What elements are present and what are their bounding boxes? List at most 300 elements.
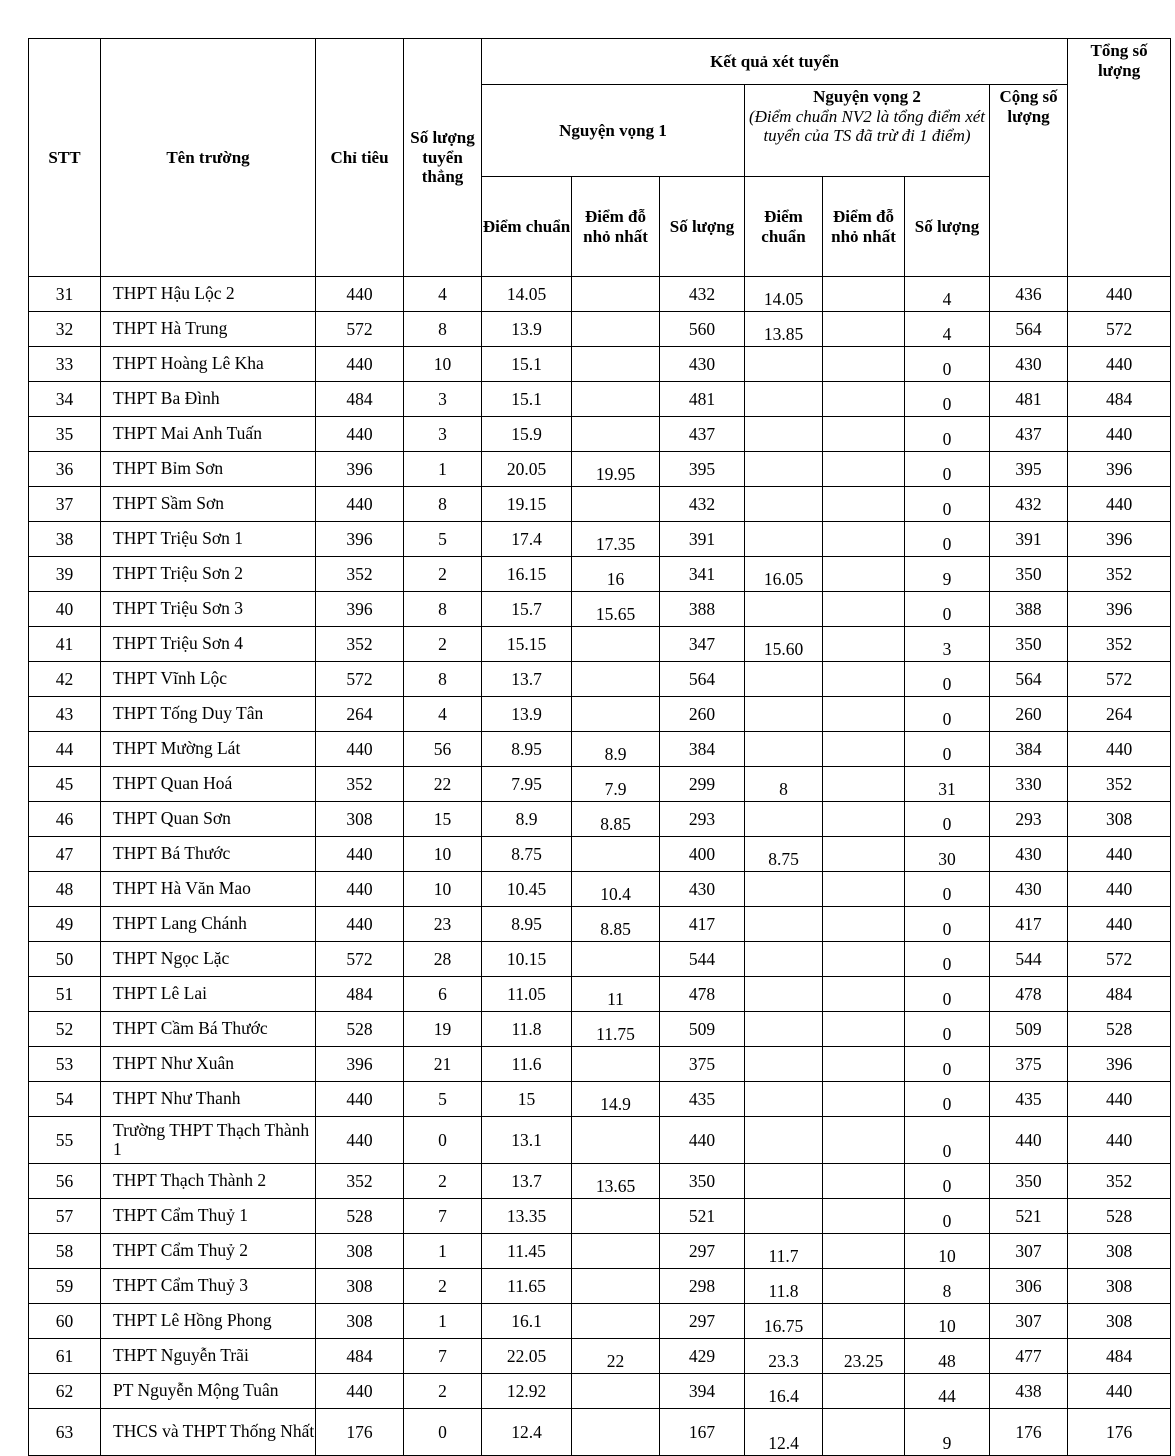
cell-nv2-diem-chuan xyxy=(745,907,823,942)
cell-chi-tieu: 308 xyxy=(316,1269,404,1304)
cell-nv2-diem-chuan: 15.60 xyxy=(745,627,823,662)
cell-nv2-diem-do-nho-nhat xyxy=(823,732,905,767)
cell-cong-so-luong: 544 xyxy=(990,942,1068,977)
cell-chi-tieu: 572 xyxy=(316,312,404,347)
cell-nv2-diem-chuan: 12.4 xyxy=(745,1409,823,1456)
cell-nv2-so-luong: 0 xyxy=(905,1082,990,1117)
cell-tuyen-thang: 0 xyxy=(404,1409,482,1456)
cell-nv2-so-luong: 0 xyxy=(905,1117,990,1164)
cell-tuyen-thang: 10 xyxy=(404,872,482,907)
table-row xyxy=(29,452,1171,487)
cell-nv2-diem-chuan xyxy=(745,347,823,382)
cell-stt: 40 xyxy=(29,592,101,627)
cell-cong-so-luong: 384 xyxy=(990,732,1068,767)
cell-school-name: THPT Mường Lát xyxy=(101,732,316,767)
cell-nv2-so-luong: 0 xyxy=(905,1012,990,1047)
cell-stt: 39 xyxy=(29,557,101,592)
cell-chi-tieu: 440 xyxy=(316,732,404,767)
table-row xyxy=(29,837,1171,872)
table-row xyxy=(29,1012,1171,1047)
header-chi-tieu: Chỉ tiêu xyxy=(316,39,404,277)
cell-nv2-so-luong: 0 xyxy=(905,977,990,1012)
cell-cong-so-luong: 350 xyxy=(990,1164,1068,1199)
header-nv2 xyxy=(745,85,990,177)
cell-tong-so-luong: 352 xyxy=(1068,1164,1171,1199)
cell-tuyen-thang: 2 xyxy=(404,627,482,662)
cell-tong-so-luong: 440 xyxy=(1068,732,1171,767)
cell-nv1-diem-chuan: 11.8 xyxy=(482,1012,572,1047)
cell-cong-so-luong: 395 xyxy=(990,452,1068,487)
cell-nv2-so-luong: 9 xyxy=(905,557,990,592)
cell-nv1-diem-do-nho-nhat xyxy=(572,1374,660,1409)
cell-nv2-diem-chuan: 11.8 xyxy=(745,1269,823,1304)
cell-tong-so-luong: 440 xyxy=(1068,837,1171,872)
cell-nv1-so-luong: 564 xyxy=(660,662,745,697)
cell-cong-so-luong: 375 xyxy=(990,1047,1068,1082)
cell-nv1-diem-do-nho-nhat: 8.85 xyxy=(572,802,660,837)
cell-tong-so-luong: 352 xyxy=(1068,557,1171,592)
header-nv1: Nguyện vọng 1 xyxy=(482,85,745,177)
cell-stt: 56 xyxy=(29,1164,101,1199)
cell-nv2-diem-do-nho-nhat xyxy=(823,1269,905,1304)
cell-nv2-so-luong: 4 xyxy=(905,277,990,312)
cell-cong-so-luong: 260 xyxy=(990,697,1068,732)
cell-nv1-diem-chuan: 19.15 xyxy=(482,487,572,522)
cell-school-name: THPT Hà Trung xyxy=(101,312,316,347)
cell-stt: 34 xyxy=(29,382,101,417)
cell-nv2-diem-do-nho-nhat xyxy=(823,557,905,592)
header-nv2-so-luong: Số lượng xyxy=(905,177,990,277)
cell-chi-tieu: 440 xyxy=(316,487,404,522)
cell-cong-so-luong: 440 xyxy=(990,1117,1068,1164)
cell-stt: 37 xyxy=(29,487,101,522)
cell-nv2-diem-do-nho-nhat xyxy=(823,1012,905,1047)
cell-chi-tieu: 440 xyxy=(316,417,404,452)
cell-tong-so-luong: 308 xyxy=(1068,802,1171,837)
cell-school-name: THPT Bá Thước xyxy=(101,837,316,872)
cell-nv2-so-luong: 4 xyxy=(905,312,990,347)
cell-nv1-diem-chuan: 15.1 xyxy=(482,347,572,382)
cell-nv1-diem-do-nho-nhat xyxy=(572,697,660,732)
cell-tong-so-luong: 396 xyxy=(1068,1047,1171,1082)
header-tong-so-luong: Tổng số lượng xyxy=(1068,39,1171,277)
cell-tuyen-thang: 6 xyxy=(404,977,482,1012)
cell-nv1-so-luong: 299 xyxy=(660,767,745,802)
cell-tong-so-luong: 572 xyxy=(1068,942,1171,977)
cell-tong-so-luong: 440 xyxy=(1068,1082,1171,1117)
cell-chi-tieu: 396 xyxy=(316,522,404,557)
cell-stt: 61 xyxy=(29,1339,101,1374)
cell-nv2-diem-chuan: 8.75 xyxy=(745,837,823,872)
table-row xyxy=(29,487,1171,522)
cell-stt: 45 xyxy=(29,767,101,802)
cell-stt: 48 xyxy=(29,872,101,907)
cell-nv1-diem-do-nho-nhat xyxy=(572,1304,660,1339)
cell-chi-tieu: 352 xyxy=(316,1164,404,1199)
cell-nv2-so-luong: 0 xyxy=(905,1199,990,1234)
cell-nv2-diem-chuan xyxy=(745,452,823,487)
cell-nv2-diem-chuan xyxy=(745,977,823,1012)
cell-stt: 63 xyxy=(29,1409,101,1456)
cell-chi-tieu: 484 xyxy=(316,1339,404,1374)
table-row xyxy=(29,732,1171,767)
header-tuyen-thang: Số lượng tuyển thẳng xyxy=(404,39,482,277)
table-row xyxy=(29,872,1171,907)
cell-nv1-diem-chuan: 14.05 xyxy=(482,277,572,312)
cell-stt: 60 xyxy=(29,1304,101,1339)
cell-nv1-so-luong: 388 xyxy=(660,592,745,627)
cell-nv2-so-luong: 0 xyxy=(905,662,990,697)
cell-nv2-diem-chuan: 14.05 xyxy=(745,277,823,312)
cell-nv1-diem-chuan: 13.7 xyxy=(482,1164,572,1199)
cell-cong-so-luong: 330 xyxy=(990,767,1068,802)
cell-tuyen-thang: 19 xyxy=(404,1012,482,1047)
cell-nv1-diem-chuan: 15.7 xyxy=(482,592,572,627)
cell-nv1-diem-do-nho-nhat: 10.4 xyxy=(572,872,660,907)
cell-school-name: THPT Triệu Sơn 3 xyxy=(101,592,316,627)
cell-school-name: THPT Lang Chánh xyxy=(101,907,316,942)
cell-nv1-diem-do-nho-nhat xyxy=(572,942,660,977)
cell-cong-so-luong: 430 xyxy=(990,347,1068,382)
cell-chi-tieu: 396 xyxy=(316,592,404,627)
cell-tuyen-thang: 4 xyxy=(404,697,482,732)
cell-nv2-diem-do-nho-nhat xyxy=(823,1409,905,1456)
cell-cong-so-luong: 176 xyxy=(990,1409,1068,1456)
cell-nv1-so-luong: 384 xyxy=(660,732,745,767)
cell-nv1-diem-do-nho-nhat xyxy=(572,1234,660,1269)
cell-stt: 50 xyxy=(29,942,101,977)
cell-nv2-so-luong: 0 xyxy=(905,522,990,557)
cell-nv1-diem-chuan: 11.65 xyxy=(482,1269,572,1304)
cell-nv2-diem-chuan: 16.05 xyxy=(745,557,823,592)
cell-nv1-so-luong: 297 xyxy=(660,1304,745,1339)
cell-school-name: THPT Ba Đình xyxy=(101,382,316,417)
cell-nv2-diem-do-nho-nhat xyxy=(823,1082,905,1117)
cell-nv1-so-luong: 297 xyxy=(660,1234,745,1269)
cell-tuyen-thang: 2 xyxy=(404,1374,482,1409)
cell-chi-tieu: 440 xyxy=(316,1374,404,1409)
table-row xyxy=(29,662,1171,697)
cell-nv1-diem-do-nho-nhat xyxy=(572,662,660,697)
cell-stt: 53 xyxy=(29,1047,101,1082)
cell-nv1-diem-chuan: 17.4 xyxy=(482,522,572,557)
cell-stt: 33 xyxy=(29,347,101,382)
cell-stt: 55 xyxy=(29,1117,101,1164)
cell-nv2-so-luong: 0 xyxy=(905,697,990,732)
cell-nv2-diem-do-nho-nhat xyxy=(823,767,905,802)
cell-nv2-diem-do-nho-nhat xyxy=(823,1199,905,1234)
cell-nv1-so-luong: 400 xyxy=(660,837,745,872)
table-row xyxy=(29,767,1171,802)
cell-tuyen-thang: 3 xyxy=(404,417,482,452)
cell-nv1-so-luong: 394 xyxy=(660,1374,745,1409)
cell-school-name: THPT Tống Duy Tân xyxy=(101,697,316,732)
cell-nv2-so-luong: 0 xyxy=(905,382,990,417)
cell-chi-tieu: 176 xyxy=(316,1409,404,1456)
cell-nv1-diem-chuan: 10.15 xyxy=(482,942,572,977)
cell-stt: 38 xyxy=(29,522,101,557)
cell-nv1-diem-do-nho-nhat xyxy=(572,1199,660,1234)
cell-school-name: THPT Cẩm Thuỷ 3 xyxy=(101,1269,316,1304)
cell-nv1-diem-do-nho-nhat xyxy=(572,837,660,872)
cell-nv1-so-luong: 391 xyxy=(660,522,745,557)
cell-tuyen-thang: 8 xyxy=(404,662,482,697)
cell-school-name: THPT Cẩm Thuỷ 1 xyxy=(101,1199,316,1234)
cell-cong-so-luong: 509 xyxy=(990,1012,1068,1047)
cell-nv1-diem-do-nho-nhat: 17.35 xyxy=(572,522,660,557)
table-row xyxy=(29,1117,1171,1164)
table-row xyxy=(29,312,1171,347)
cell-nv2-diem-do-nho-nhat xyxy=(823,942,905,977)
cell-cong-so-luong: 350 xyxy=(990,557,1068,592)
cell-nv2-diem-chuan xyxy=(745,382,823,417)
cell-nv2-diem-do-nho-nhat xyxy=(823,592,905,627)
cell-nv2-diem-chuan xyxy=(745,1199,823,1234)
cell-chi-tieu: 528 xyxy=(316,1199,404,1234)
header-nv1-diem-do-nho-nhat: Điểm đỗ nhỏ nhất xyxy=(572,177,660,277)
cell-nv2-diem-chuan xyxy=(745,802,823,837)
cell-school-name: THPT Triệu Sơn 2 xyxy=(101,557,316,592)
cell-nv1-diem-do-nho-nhat: 11 xyxy=(572,977,660,1012)
header-nv2-note: (Điểm chuẩn NV2 là tổng điểm xét tuyển của TS đã trừ đi 1 điểm) xyxy=(748,106,986,146)
cell-nv2-diem-do-nho-nhat xyxy=(823,662,905,697)
cell-nv1-diem-do-nho-nhat xyxy=(572,277,660,312)
cell-nv1-diem-do-nho-nhat: 13.65 xyxy=(572,1164,660,1199)
cell-nv1-diem-chuan: 11.45 xyxy=(482,1234,572,1269)
cell-nv2-diem-do-nho-nhat xyxy=(823,1164,905,1199)
cell-nv1-diem-chuan: 15.9 xyxy=(482,417,572,452)
table-row xyxy=(29,802,1171,837)
header-ket-qua: Kết quả xét tuyển xyxy=(482,39,1068,85)
cell-nv1-so-luong: 167 xyxy=(660,1409,745,1456)
header-nv2-title: Nguyện vọng 2 xyxy=(813,87,921,106)
table-row xyxy=(29,907,1171,942)
cell-nv2-diem-do-nho-nhat xyxy=(823,627,905,662)
cell-cong-so-luong: 306 xyxy=(990,1269,1068,1304)
cell-tuyen-thang: 2 xyxy=(404,1164,482,1199)
cell-nv1-so-luong: 375 xyxy=(660,1047,745,1082)
cell-nv2-so-luong: 0 xyxy=(905,487,990,522)
table-row xyxy=(29,942,1171,977)
cell-tuyen-thang: 8 xyxy=(404,592,482,627)
cell-stt: 42 xyxy=(29,662,101,697)
cell-tong-so-luong: 484 xyxy=(1068,1339,1171,1374)
cell-nv1-diem-chuan: 13.1 xyxy=(482,1117,572,1164)
table-row xyxy=(29,1082,1171,1117)
cell-nv2-diem-do-nho-nhat xyxy=(823,382,905,417)
table-row xyxy=(29,627,1171,662)
cell-tong-so-luong: 308 xyxy=(1068,1304,1171,1339)
cell-cong-so-luong: 478 xyxy=(990,977,1068,1012)
cell-tong-so-luong: 440 xyxy=(1068,872,1171,907)
cell-chi-tieu: 308 xyxy=(316,802,404,837)
cell-nv2-so-luong: 0 xyxy=(905,347,990,382)
cell-nv1-so-luong: 509 xyxy=(660,1012,745,1047)
table-row xyxy=(29,1304,1171,1339)
cell-chi-tieu: 440 xyxy=(316,1117,404,1164)
header-ten-truong: Tên trường xyxy=(101,39,316,277)
cell-nv2-so-luong: 0 xyxy=(905,592,990,627)
cell-nv2-diem-do-nho-nhat xyxy=(823,907,905,942)
cell-nv2-diem-chuan xyxy=(745,942,823,977)
cell-school-name: THPT Thạch Thành 2 xyxy=(101,1164,316,1199)
cell-tuyen-thang: 1 xyxy=(404,1234,482,1269)
cell-tong-so-luong: 440 xyxy=(1068,907,1171,942)
cell-nv2-diem-do-nho-nhat xyxy=(823,1234,905,1269)
cell-nv1-diem-chuan: 12.92 xyxy=(482,1374,572,1409)
cell-nv1-diem-do-nho-nhat xyxy=(572,417,660,452)
cell-tuyen-thang: 21 xyxy=(404,1047,482,1082)
cell-cong-so-luong: 521 xyxy=(990,1199,1068,1234)
cell-stt: 49 xyxy=(29,907,101,942)
cell-chi-tieu: 308 xyxy=(316,1304,404,1339)
cell-nv2-diem-do-nho-nhat xyxy=(823,802,905,837)
cell-nv2-diem-do-nho-nhat xyxy=(823,452,905,487)
cell-nv1-diem-chuan: 16.1 xyxy=(482,1304,572,1339)
cell-nv2-so-luong: 0 xyxy=(905,1164,990,1199)
cell-cong-so-luong: 430 xyxy=(990,837,1068,872)
cell-school-name: THPT Ngọc Lặc xyxy=(101,942,316,977)
cell-chi-tieu: 572 xyxy=(316,942,404,977)
cell-school-name: THPT Quan Hoá xyxy=(101,767,316,802)
cell-chi-tieu: 572 xyxy=(316,662,404,697)
cell-nv2-diem-chuan: 23.3 xyxy=(745,1339,823,1374)
cell-cong-so-luong: 391 xyxy=(990,522,1068,557)
cell-cong-so-luong: 417 xyxy=(990,907,1068,942)
cell-cong-so-luong: 293 xyxy=(990,802,1068,837)
cell-nv1-so-luong: 481 xyxy=(660,382,745,417)
cell-school-name: Trường THPT Thạch Thành 1 xyxy=(101,1117,316,1164)
cell-stt: 58 xyxy=(29,1234,101,1269)
cell-school-name: THPT Triệu Sơn 1 xyxy=(101,522,316,557)
cell-stt: 57 xyxy=(29,1199,101,1234)
cell-nv2-so-luong: 0 xyxy=(905,872,990,907)
cell-nv2-diem-do-nho-nhat xyxy=(823,312,905,347)
cell-school-name: THPT Cầm Bá Thước xyxy=(101,1012,316,1047)
cell-tuyen-thang: 8 xyxy=(404,487,482,522)
cell-nv2-so-luong: 10 xyxy=(905,1304,990,1339)
cell-nv1-diem-chuan: 13.7 xyxy=(482,662,572,697)
cell-cong-so-luong: 430 xyxy=(990,872,1068,907)
table-row xyxy=(29,697,1171,732)
cell-tuyen-thang: 3 xyxy=(404,382,482,417)
table-row xyxy=(29,1047,1171,1082)
cell-nv2-so-luong: 3 xyxy=(905,627,990,662)
cell-stt: 52 xyxy=(29,1012,101,1047)
cell-school-name: PT Nguyễn Mộng Tuân xyxy=(101,1374,316,1409)
cell-tong-so-luong: 484 xyxy=(1068,382,1171,417)
cell-cong-so-luong: 388 xyxy=(990,592,1068,627)
cell-nv1-diem-chuan: 12.4 xyxy=(482,1409,572,1456)
cell-nv1-diem-do-nho-nhat: 8.9 xyxy=(572,732,660,767)
cell-stt: 31 xyxy=(29,277,101,312)
cell-nv1-diem-chuan: 15 xyxy=(482,1082,572,1117)
cell-nv2-diem-chuan xyxy=(745,697,823,732)
cell-chi-tieu: 352 xyxy=(316,557,404,592)
cell-nv1-diem-chuan: 15.1 xyxy=(482,382,572,417)
table-row xyxy=(29,417,1171,452)
cell-nv1-so-luong: 298 xyxy=(660,1269,745,1304)
cell-nv1-diem-do-nho-nhat xyxy=(572,382,660,417)
cell-tong-so-luong: 440 xyxy=(1068,277,1171,312)
table-row xyxy=(29,1164,1171,1199)
cell-stt: 32 xyxy=(29,312,101,347)
cell-nv2-so-luong: 30 xyxy=(905,837,990,872)
cell-school-name: THPT Bỉm Sơn xyxy=(101,452,316,487)
cell-tong-so-luong: 440 xyxy=(1068,1374,1171,1409)
cell-chi-tieu: 440 xyxy=(316,1082,404,1117)
cell-nv1-diem-chuan: 22.05 xyxy=(482,1339,572,1374)
cell-nv1-diem-do-nho-nhat: 22 xyxy=(572,1339,660,1374)
cell-school-name: THPT Như Thanh xyxy=(101,1082,316,1117)
header-nv1-so-luong: Số lượng xyxy=(660,177,745,277)
cell-stt: 47 xyxy=(29,837,101,872)
table-row xyxy=(29,1234,1171,1269)
cell-nv2-diem-do-nho-nhat xyxy=(823,697,905,732)
cell-tuyen-thang: 15 xyxy=(404,802,482,837)
cell-nv1-diem-do-nho-nhat: 14.9 xyxy=(572,1082,660,1117)
cell-cong-so-luong: 477 xyxy=(990,1339,1068,1374)
cell-nv2-so-luong: 0 xyxy=(905,1047,990,1082)
cell-cong-so-luong: 436 xyxy=(990,277,1068,312)
cell-tong-so-luong: 440 xyxy=(1068,487,1171,522)
cell-nv2-diem-chuan xyxy=(745,1117,823,1164)
cell-nv1-so-luong: 260 xyxy=(660,697,745,732)
cell-nv1-so-luong: 347 xyxy=(660,627,745,662)
cell-tong-so-luong: 440 xyxy=(1068,347,1171,382)
cell-chi-tieu: 440 xyxy=(316,347,404,382)
header-cong-so-luong: Cộng số lượng xyxy=(990,85,1068,277)
cell-nv2-diem-do-nho-nhat xyxy=(823,277,905,312)
cell-school-name: THPT Quan Sơn xyxy=(101,802,316,837)
cell-nv1-diem-do-nho-nhat xyxy=(572,487,660,522)
cell-chi-tieu: 440 xyxy=(316,277,404,312)
table-row xyxy=(29,977,1171,1012)
cell-stt: 51 xyxy=(29,977,101,1012)
cell-school-name: THPT Triệu Sơn 4 xyxy=(101,627,316,662)
cell-nv1-diem-chuan: 16.15 xyxy=(482,557,572,592)
cell-nv1-so-luong: 440 xyxy=(660,1117,745,1164)
cell-nv2-so-luong: 0 xyxy=(905,802,990,837)
cell-nv1-diem-do-nho-nhat xyxy=(572,627,660,662)
table-row xyxy=(29,592,1171,627)
cell-cong-so-luong: 435 xyxy=(990,1082,1068,1117)
cell-nv2-so-luong: 0 xyxy=(905,942,990,977)
cell-stt: 43 xyxy=(29,697,101,732)
cell-school-name: THPT Nguyễn Trãi xyxy=(101,1339,316,1374)
table-row xyxy=(29,347,1171,382)
cell-tong-so-luong: 396 xyxy=(1068,592,1171,627)
cell-tuyen-thang: 28 xyxy=(404,942,482,977)
cell-nv1-so-luong: 293 xyxy=(660,802,745,837)
cell-nv1-diem-do-nho-nhat: 16 xyxy=(572,557,660,592)
table-row xyxy=(29,522,1171,557)
cell-nv1-so-luong: 544 xyxy=(660,942,745,977)
cell-nv2-diem-do-nho-nhat xyxy=(823,1047,905,1082)
cell-tong-so-luong: 484 xyxy=(1068,977,1171,1012)
cell-school-name: THCS và THPT Thống Nhất xyxy=(101,1409,316,1456)
cell-stt: 46 xyxy=(29,802,101,837)
cell-nv2-diem-chuan: 8 xyxy=(745,767,823,802)
cell-nv1-diem-chuan: 11.05 xyxy=(482,977,572,1012)
cell-nv1-so-luong: 437 xyxy=(660,417,745,452)
cell-nv2-diem-do-nho-nhat xyxy=(823,522,905,557)
cell-nv2-so-luong: 48 xyxy=(905,1339,990,1374)
table-row xyxy=(29,1409,1171,1456)
cell-school-name: THPT Lê Lai xyxy=(101,977,316,1012)
cell-tuyen-thang: 2 xyxy=(404,1269,482,1304)
cell-nv1-diem-chuan: 13.9 xyxy=(482,697,572,732)
